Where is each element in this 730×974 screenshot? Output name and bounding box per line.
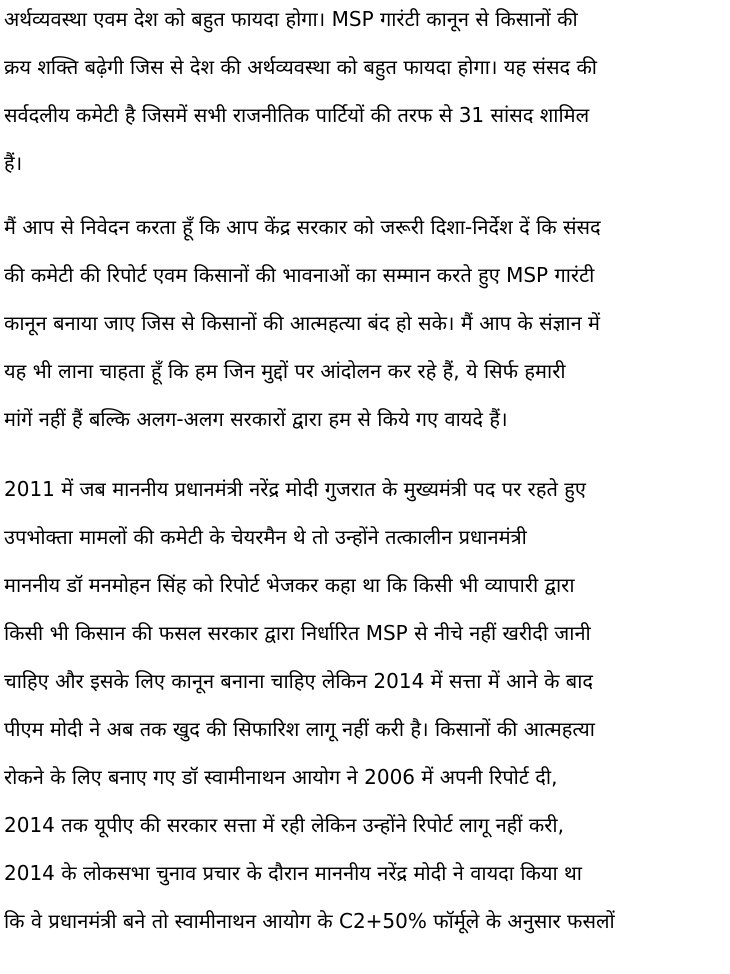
paragraph-2-line-2: की कमेटी की रिपोर्ट एवम किसानों की भावनाओं का सम्मान करते हुए MSP गारंटी [4, 263, 595, 287]
paragraph-2-line-3: कानून बनाया जाए जिस से किसानों की आत्महत्या बंद हो सके। मैं आप के संज्ञान में [4, 311, 601, 335]
paragraph-3-line-6: पीएम मोदी ने अब तक खुद की सिफारिश लागू नहीं करी है। किसानों की आत्महत्या [4, 717, 595, 741]
paragraph-3-line-9: 2014 के लोकसभा चुनाव प्रचार के दौरान माननीय नरेंद्र मोदी ने वायदा किया था [4, 861, 582, 885]
paragraph-1-line-4: हैं। [4, 151, 23, 175]
paragraph-3-line-10: कि वे प्रधानमंत्री बने तो स्वामीनाथन आयोग के C2+50% फॉर्मूले के अनुसार फसलों [4, 909, 615, 933]
paragraph-1-line-3: सर्वदलीय कमेटी है जिसमें सभी राजनीतिक पार्टियों की तरफ से 31 सांसद शामिल [4, 103, 590, 127]
paragraph-2-line-5: मांगें नहीं हैं बल्कि अलग-अलग सरकारों द्वारा हम से किये गए वायदे हैं। [4, 407, 508, 431]
paragraph-3-line-2: उपभोक्ता मामलों की कमेटी के चेयरमैन थे तो उन्होंने तत्कालीन प्रधानमंत्री [4, 525, 527, 549]
paragraph-3-line-5: चाहिए और इसके लिए कानून बनाना चाहिए लेकिन 2014 में सत्ता में आने के बाद [4, 669, 594, 693]
paragraph-1-line-1: अर्थव्यवस्था एवम देश को बहुत फायदा होगा। MSP गारंटी कानून से किसानों की [4, 7, 578, 31]
paragraph-2-line-4: यह भी लाना चाहता हूँ कि हम जिन मुद्दों पर आंदोलन कर रहे हैं, ये सिर्फ हमारी [4, 359, 566, 383]
paragraph-2-line-1: मैं आप से निवेदन करता हूँ कि आप केंद्र सरकार को जरूरी दिशा-निर्देश दें कि संसद [4, 215, 601, 239]
paragraph-3-line-4: किसी भी किसान की फसल सरकार द्वारा निर्धारित MSP से नीचे नहीं खरीदी जानी [4, 621, 591, 645]
paragraph-3-line-8: 2014 तक यूपीए की सरकार सत्ता में रही लेकिन उन्होंने रिपोर्ट लागू नहीं करी, [4, 813, 564, 837]
paragraph-3-line-3: माननीय डॉ मनमोहन सिंह को रिपोर्ट भेजकर कहा था कि किसी भी व्यापारी द्वारा [4, 573, 575, 597]
paragraph-3-line-7: रोकने के लिए बनाए गए डॉ स्वामीनाथन आयोग ने 2006 में अपनी रिपोर्ट दी, [4, 765, 558, 789]
paragraph-3-line-1: 2011 में जब माननीय प्रधानमंत्री नरेंद्र मोदी गुजरात के मुख्यमंत्री पद पर रहते हुए [4, 477, 586, 501]
paragraph-1-line-2: क्रय शक्ति बढ़ेगी जिस से देश की अर्थव्यवस्था को बहुत फायदा होगा। यह संसद की [4, 55, 597, 79]
